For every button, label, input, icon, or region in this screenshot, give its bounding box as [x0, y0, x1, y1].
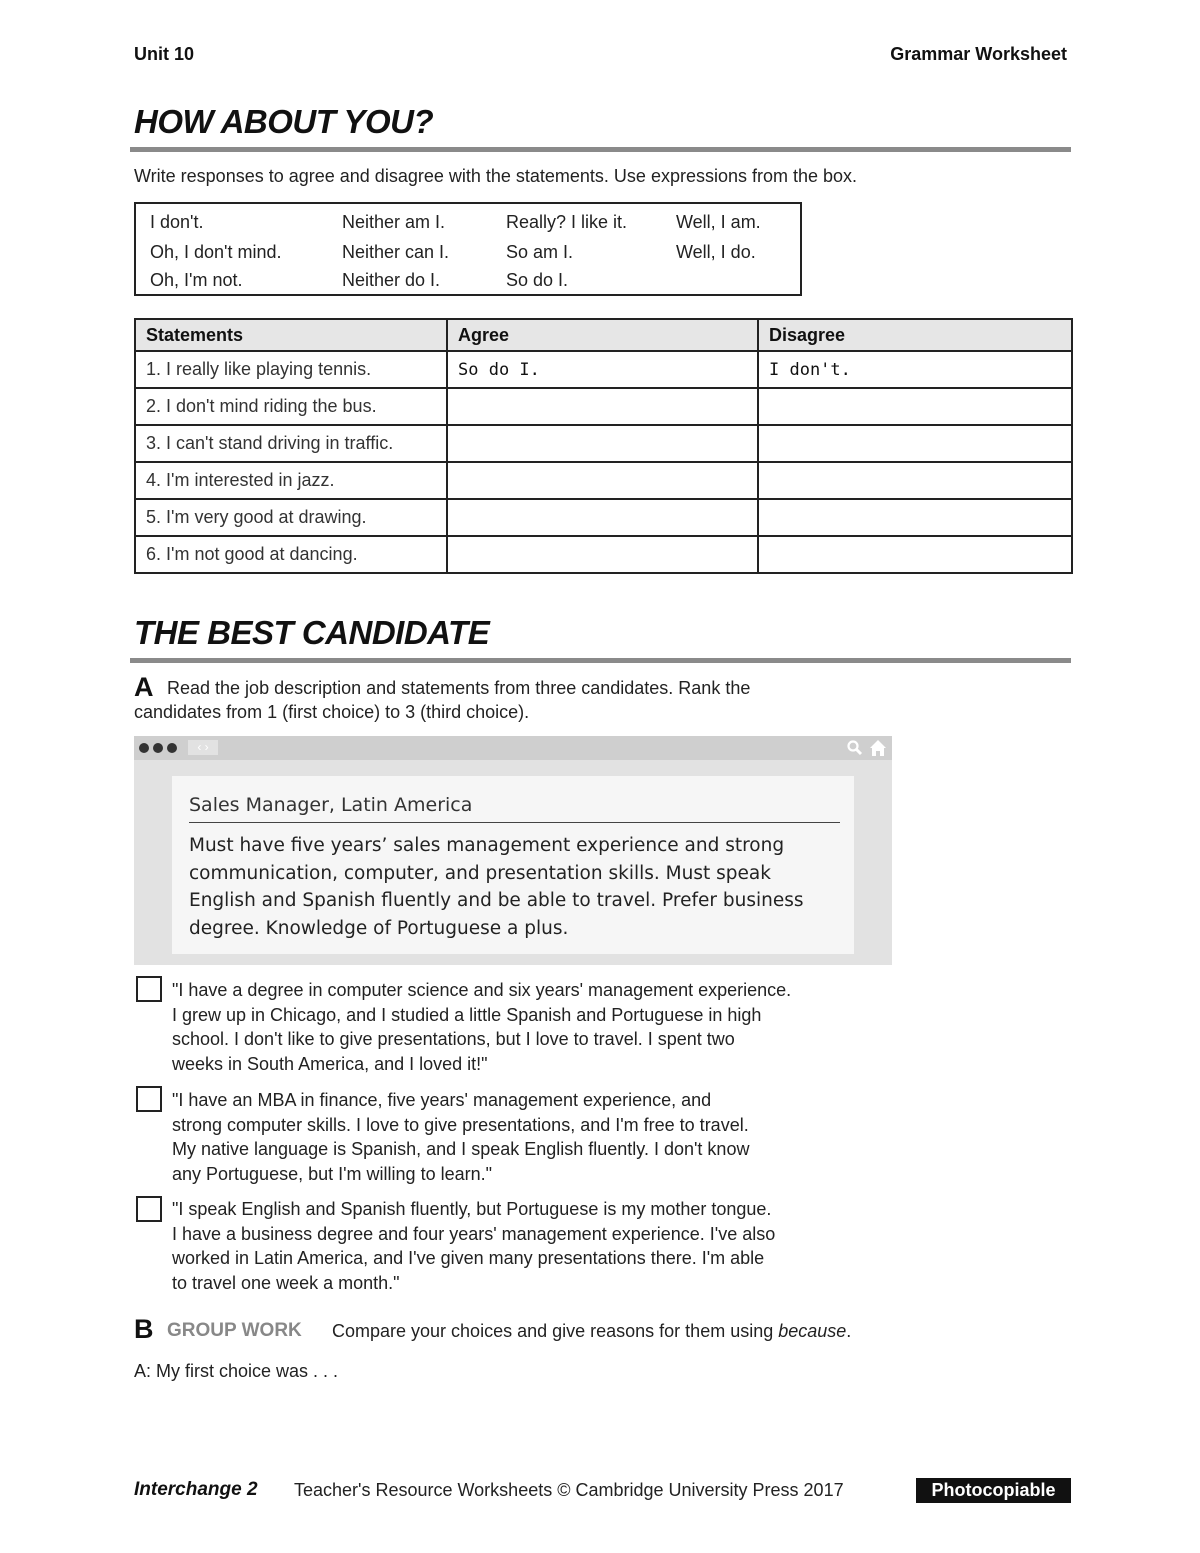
column-header-disagree: Disagree: [758, 319, 1072, 351]
candidate-line: "I have an MBA in finance, five years' management experience, and: [172, 1090, 712, 1110]
table-row: [135, 388, 1072, 425]
table-header-row: [135, 319, 1072, 351]
expression: So am I.: [506, 242, 574, 262]
candidate-line: school. I don't like to give presentations, but I love to travel. I spent two: [172, 1029, 735, 1049]
candidate-2-statement: [172, 1088, 872, 1186]
candidate-line: to travel one week a month.": [172, 1272, 400, 1293]
rank-checkbox-candidate-3[interactable]: [136, 1196, 162, 1222]
statement-cell: 1. I really like playing tennis.: [135, 351, 447, 388]
browser-toolbar: [134, 736, 892, 760]
job-description-line: degree. Knowledge of Portuguese a plus.: [189, 917, 569, 939]
section-title-best-candidate: THE BEST CANDIDATE: [134, 614, 490, 651]
part-b-instruction: [332, 1321, 851, 1342]
disagree-cell[interactable]: [758, 462, 1072, 499]
statement-cell: 6. I'm not good at dancing.: [135, 536, 447, 573]
section-title-how-about-you: HOW ABOUT YOU?: [134, 103, 434, 140]
candidate-line: "I speak English and Spanish fluently, but Portuguese is my mother tongue.: [172, 1199, 772, 1219]
table-row: [135, 462, 1072, 499]
candidate-3-statement: [172, 1197, 872, 1295]
group-work-label: GROUP WORK: [167, 1320, 302, 1341]
agree-cell[interactable]: [447, 536, 758, 573]
table-row: [135, 425, 1072, 462]
job-description-card: [172, 776, 854, 954]
rank-checkbox-candidate-1[interactable]: [136, 976, 162, 1002]
job-description-line: English and Spanish fluently and be able to travel. Prefer business: [189, 890, 804, 911]
footer-book-title: Interchange 2: [134, 1479, 258, 1500]
agree-cell[interactable]: [447, 462, 758, 499]
part-b-letter: B: [134, 1314, 154, 1344]
expression: Neither can I.: [342, 242, 450, 262]
candidate-line: worked in Latin America, and I've given many presentations there. I'm able: [172, 1248, 765, 1268]
footer-credit: Teacher's Resource Worksheets © Cambridge University Press 2017: [294, 1480, 844, 1500]
job-posting-browser: [134, 736, 892, 965]
job-description-line: Must have five years’ sales management experience and strong: [189, 835, 785, 856]
agree-cell[interactable]: [447, 388, 758, 425]
statements-table: [134, 318, 1073, 574]
job-description: [189, 832, 844, 942]
expression: Well, I do.: [676, 242, 756, 262]
column-header-agree: Agree: [447, 319, 758, 351]
expression: Neither am I.: [342, 212, 446, 232]
table-row: [135, 536, 1072, 573]
disagree-cell[interactable]: [758, 499, 1072, 536]
section-divider: [130, 658, 1071, 663]
expression: Really? I like it.: [506, 212, 628, 232]
statement-cell: 4. I'm interested in jazz.: [135, 462, 447, 499]
job-title-underline: [189, 822, 840, 823]
column-header-statements: Statements: [135, 319, 447, 351]
disagree-cell[interactable]: [758, 388, 1072, 425]
window-dot-icon: [153, 743, 163, 753]
table-row: [135, 351, 1072, 388]
statement-cell: 5. I'm very good at drawing.: [135, 499, 447, 536]
expression: Oh, I'm not.: [150, 270, 243, 290]
statement-cell: 3. I can't stand driving in traffic.: [135, 425, 447, 462]
part-b-instruction-end: .: [846, 1321, 852, 1341]
agree-cell[interactable]: [447, 425, 758, 462]
agree-cell[interactable]: [447, 499, 758, 536]
photocopiable-badge: Photocopiable: [916, 1478, 1071, 1503]
candidate-1-statement: [172, 978, 872, 1076]
home-icon: [868, 738, 888, 758]
window-dot-icon: [139, 743, 149, 753]
table-row: [135, 499, 1072, 536]
back-forward-icon: ‹ ›: [188, 740, 218, 755]
disagree-cell[interactable]: [758, 536, 1072, 573]
expression: Oh, I don't mind.: [150, 242, 282, 262]
candidate-line: I have a business degree and four years' management experience. I've also: [172, 1223, 776, 1244]
agree-cell[interactable]: So do I.: [447, 351, 758, 388]
candidate-line: any Portuguese, but I'm willing to learn.": [172, 1163, 492, 1184]
part-b-instruction-emphasis: because: [778, 1321, 847, 1341]
expression: So do I.: [506, 270, 569, 290]
part-b-instruction-text: Compare your choices and give reasons for them using: [332, 1321, 779, 1341]
candidate-line: strong computer skills. I love to give presentations, and I'm free to travel.: [172, 1114, 749, 1135]
expression: Neither do I.: [342, 270, 441, 290]
disagree-cell[interactable]: [758, 425, 1072, 462]
candidate-line: "I have a degree in computer science and six years' management experience.: [172, 980, 792, 1000]
candidate-line: I grew up in Chicago, and I studied a little Spanish and Portuguese in high: [172, 1004, 762, 1025]
part-a-instruction-line1: Read the job description and statements from three candidates. Rank the: [167, 678, 751, 698]
statement-cell: 2. I don't mind riding the bus.: [135, 388, 447, 425]
unit-label: Unit 10: [134, 44, 195, 64]
candidate-line: weeks in South America, and I loved it!": [172, 1053, 488, 1074]
worksheet-label: Grammar Worksheet: [890, 44, 1067, 64]
search-icon: [846, 739, 864, 757]
part-a-letter: A: [134, 672, 154, 702]
section-divider: [130, 147, 1071, 152]
candidate-line: My native language is Spanish, and I speak English fluently. I don't know: [172, 1139, 750, 1159]
expression: I don't.: [150, 212, 204, 232]
expression: Well, I am.: [676, 212, 761, 232]
job-description-line: communication, computer, and presentation skills. Must speak: [189, 862, 771, 884]
expressions-box: [134, 202, 802, 296]
dialogue-example: A: My first choice was . . .: [134, 1361, 339, 1381]
section1-instruction: Write responses to agree and disagree with the statements. Use expressions from the box.: [134, 166, 858, 186]
job-title: Sales Manager, Latin America: [189, 794, 473, 816]
disagree-cell[interactable]: I don't.: [758, 351, 1072, 388]
window-dot-icon: [167, 743, 177, 753]
part-a-instruction-line2: candidates from 1 (first choice) to 3 (third choice).: [134, 702, 530, 722]
rank-checkbox-candidate-2[interactable]: [136, 1086, 162, 1112]
